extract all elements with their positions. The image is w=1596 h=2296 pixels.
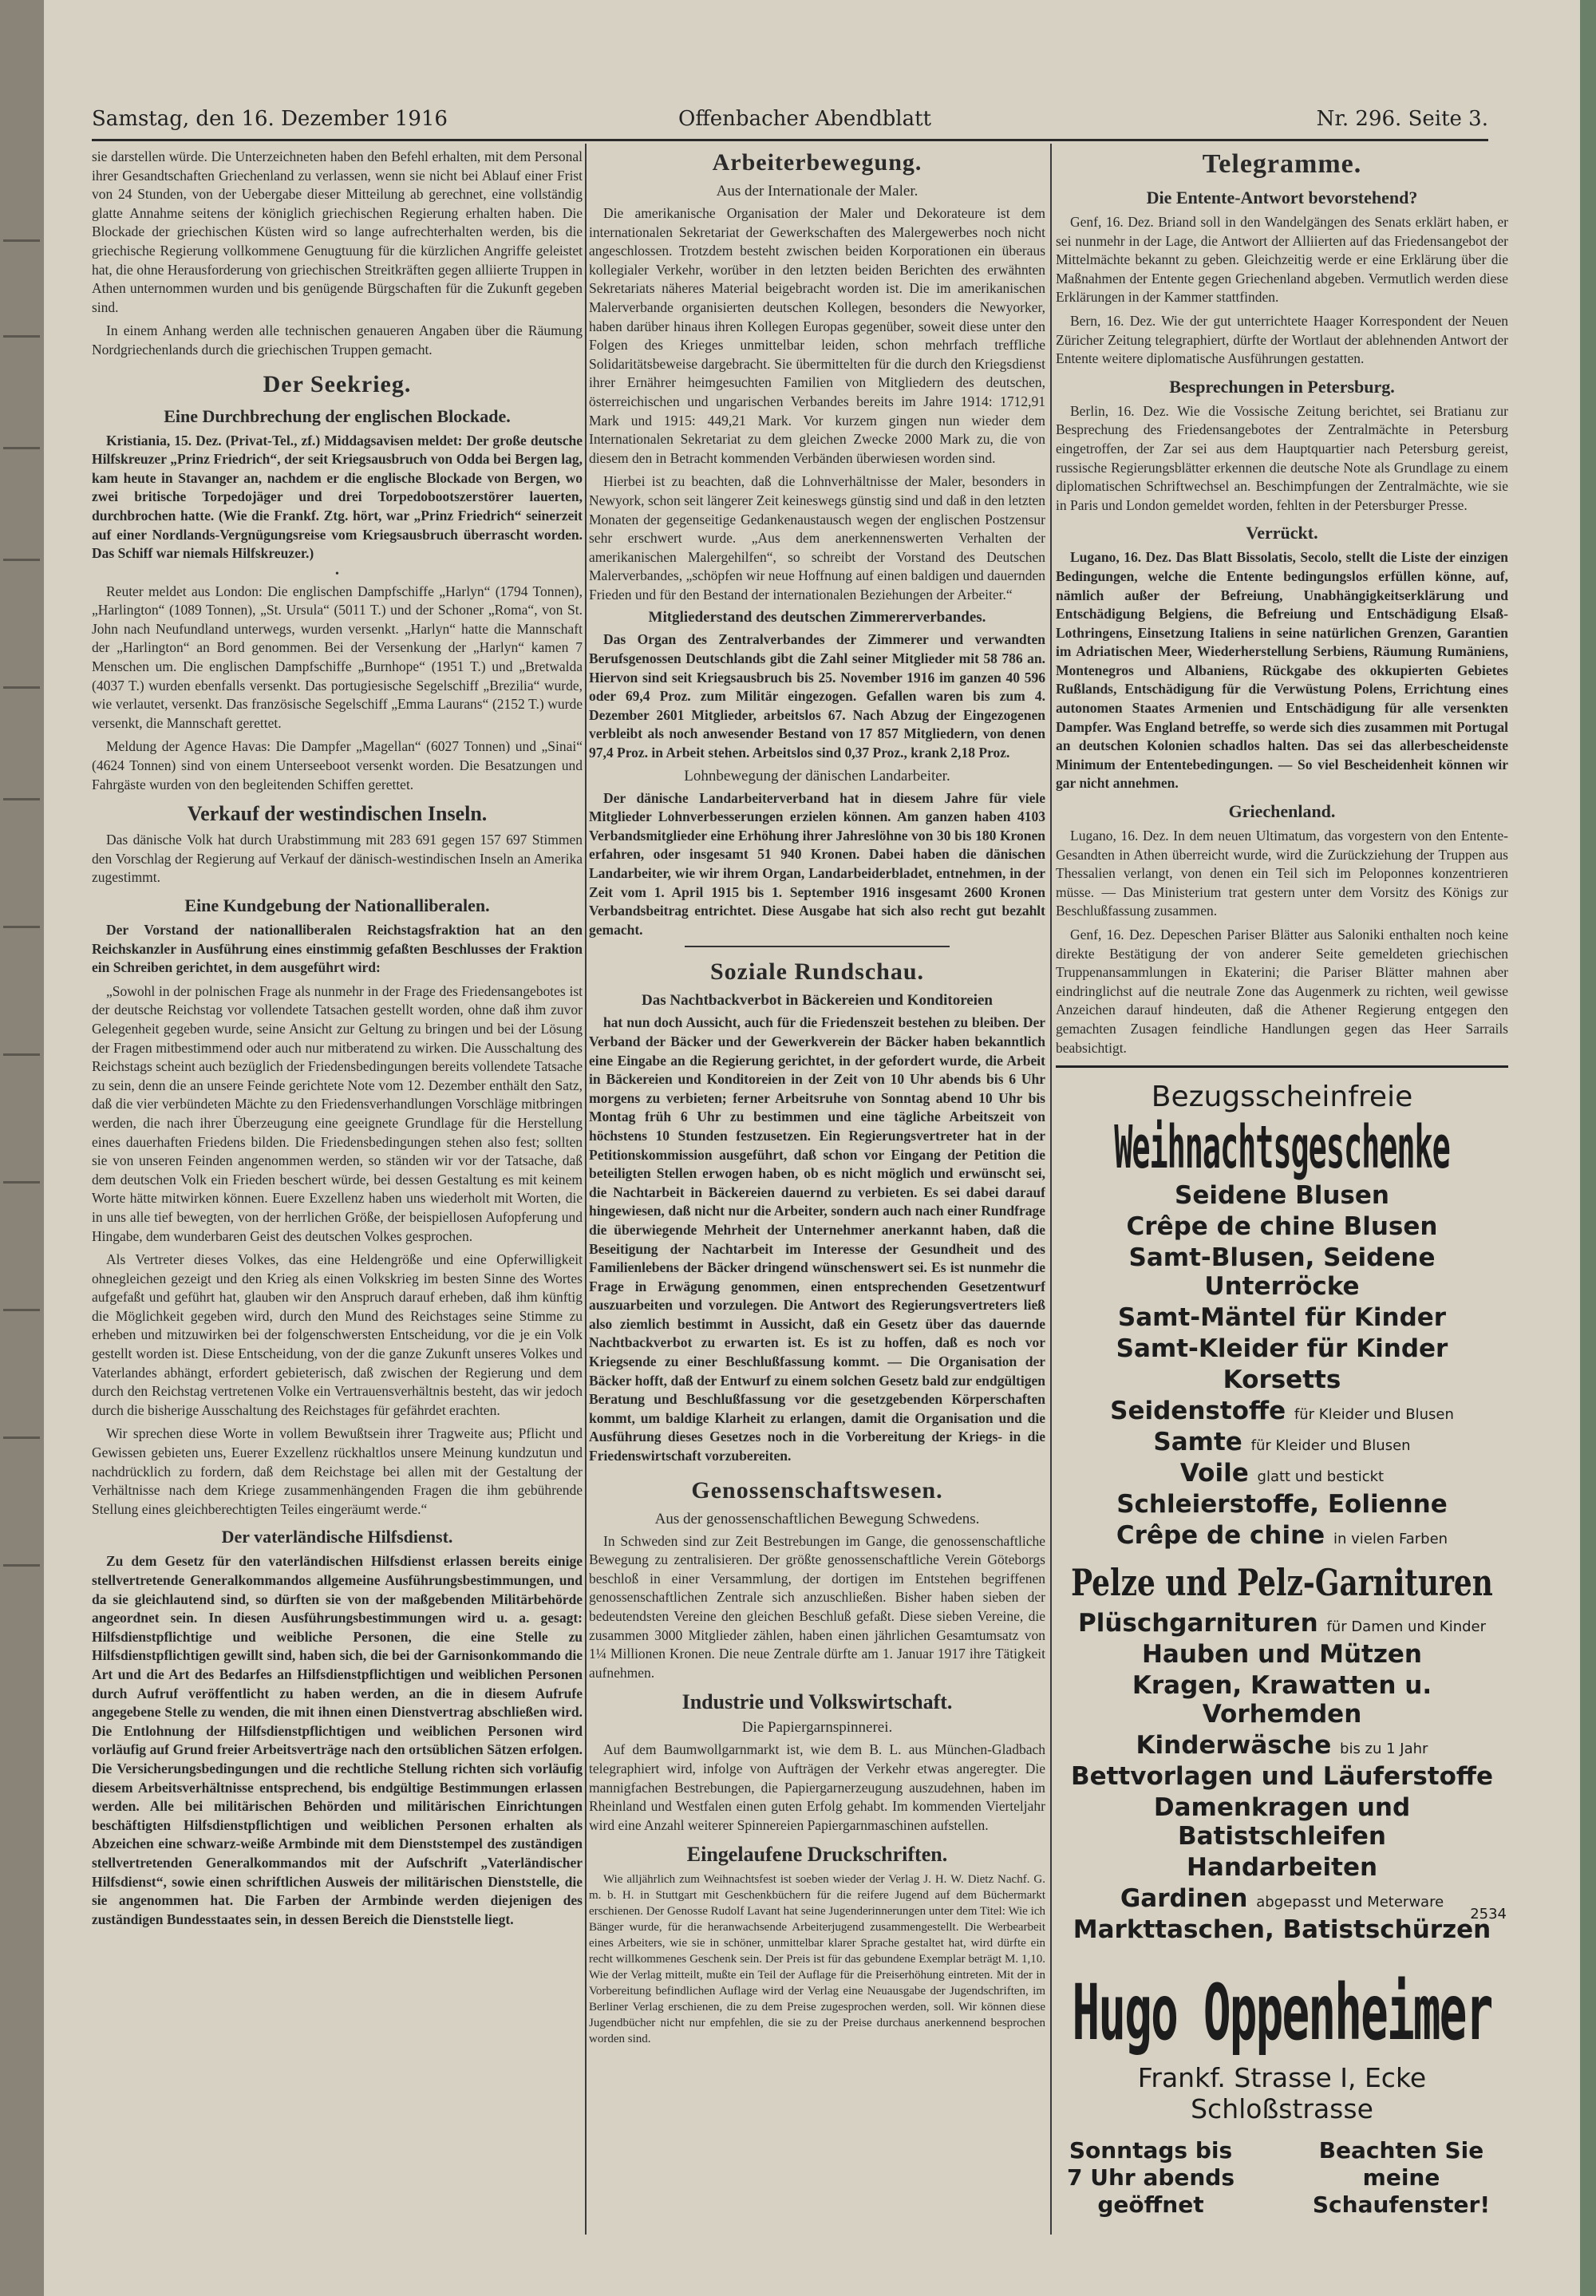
paragraph: In Schweden sind zur Zeit Bestrebungen im Gange, die genossenschaftliche Bewegung zu zentralisieren. Der größte genossenschaftliche Verein Göteborgs beschloß in einer Versammlung, der dortigen im Entstehen begriffenen genossenschaftlichen Zentrale sich anzuschließen. Bisher haben sieben der bedeutendsten Vereine den gleichen Beschluß gefaßt. Diese sieben Vereine, die zusammen 3000 Mitglieder zählen, haben einen jährlichen Gesamtumsatz von 1¼ Millionen Kronen. Die neue Zentrale dürfte am 1. Januar 1917 ihre Tätigkeit aufnehmen.	[589, 1532, 1045, 1681]
paragraph: Der dänische Landarbeiterverband hat in diesem Jahre für viele Mitglieder Lohnverbesserungen erzielen können. Am ganzen haben 4103 Verbandsmitglieder eine Erhöhung ihrer Jahreslöhne von 30 bis 180 Kronen erfahren, oder insgesamt 51 940 Kronen. Dabei haben die dänischen Landarbeiter, wie wir ihrem Organ, Landarbeiderbladet, entnehmen, in der Zeit vom 1. April 1915 bis 1. September 1916 insgesamt 2600 Kronen Verbandsbeitrag entrichtet. Diese Ausgabe hat sich also recht gut bezahlt gemacht.	[589, 789, 1045, 938]
headline-inseln: Verkauf der westindischen Inseln.	[187, 802, 488, 826]
left-page-edge	[0, 0, 44, 2296]
ad-pelze-heading: Pelze und Pelz-Garnituren	[1071, 1561, 1493, 1605]
ad-item: Samt-Kleider für Kinder	[1116, 1334, 1448, 1364]
column-2	[589, 148, 1045, 2231]
paragraph: Die amerikanische Organisation der Maler und Dekorateure ist dem internationalen Sekretariat der Gewerkschaften des Malergewerbes noch nicht angeschlossen. Trotzdem besteht zwischen beiden Korporationen ein überaus kollegialer Verkehr, worüber in den letzten beiden Berichten des erwähnten Sekretariats näheres Material beigebracht worden ist. Die im amerikanischen Malerverbande organisierten deutschen Kollegen, besonders die Newyorker, haben darüber hinaus ihren Kollegen Europas gegenüber, soweit diese unter den Folgen des Krieges unmittelbar leiden, schon mehrfach treffliche Solidaritätsbeweise dargebracht. Sie übermittelten für die durch den Kriegsdienst ihrer Ernährer heimgesuchten Familien von Mitgliedern des deutschen, österreichischen und ungarischen Verbandes bereits im Jahre 1914: 1712,91 Mark und 1915: 449,21 Mark. Vor kurzem gingen nun wieder dem Internationalen Sekretariat zu dem gleichen Zwecke 2000 Mark zu, die von diesem den in Betracht kommenden Verbänden überwiesen worden sind.	[589, 205, 1045, 466]
ad-item: Bettvorlagen und Läuferstoffe	[1070, 1762, 1494, 1792]
newspaper-page	[44, 0, 1580, 2296]
paragraph: Lugano, 16. Dez. Das Blatt Bissolatis, Secolo, stellt die Liste der einzigen Bedingungen, welche die Entente bedingungslos erfüllen könne, auf, nämlich außer der Befreiung, Unabhängigkeitserklärung und Entschädigung Belgiens, die Befreiung und Entschädigung Elsaß-Lothringens, Einsetzung Italiens in seine natürlichen Grenzen, Garantien im Adriatischen Meer, Wiederherstellung Serbiens, Räumung Rumäniens, Montenegros und Albaniens, Rückgabe des okkupierten Gebietes Rußlands, Entschädigung für die Verwüstung Polens, Errichtung eines autonomen Staates Armenien und Entschädigung für alle versenkten Dampfer. Was England betreffe, so werde sich dies zusammen mit Portugal an deutschen Kolonien schadlos halten. Das sei das allerbescheidenste Minimum der Ententebedingungen. — So viel Bescheidenheit können wir gar nicht annehmen.	[1056, 549, 1508, 792]
masthead-title: Offenbacher Abendblatt	[678, 107, 932, 131]
ad-number: 2534	[1470, 1906, 1507, 1923]
paragraph: Reuter meldet aus London: Die englischen Dampfschiffe „Harlyn“ (1794 Tonnen), „Harlington“ (1089 Tonnen), „St. Ursula“ (5011 T.) und der Schoner „Roma“, von St. John nach Neufundland unterwegs, wurden versenkt. „Harlyn“ hatte die Mannschaft der „Harlington“ an Bord genommen. Bei der Versenkung der „Harlyn“ kamen 7 Menschen um. Die englischen Dampfschiffe „Burnhope“ (1951 T.) und „Bretwalda (4037 T.) wurden ebenfalls versenkt. Das portugiesische Segelschiff „Brezilia“ wurde, wie verlautet, versenkt. Das französische Segelschiff „Emma Laurans“ (2152 T.) wurde versenkt, die Mannschaft gerettet.	[92, 583, 583, 731]
headline-genossenschaftswesen: Genossenschaftswesen.	[691, 1476, 943, 1504]
paragraph: Das Organ des Zentralverbandes der Zimmerer und verwandten Berufsgenossen Deutschlands gibt die Zahl seiner Mitglieder mit 58 786 an. Hiervon sind seit Kriegsausbruch bis 25. November 1916 im ganzen 40 596 oder 69,4 Proz. zum Militär eingezogen. Gefallen waren bis zum 4. Dezember 2601 Mitglieder, arbeitslos 67. Nach Abzug der Eingezogenen verbleibt als noch anwesender Bestand von 17 857 Mitgliedern, von denen 97,4 Proz. in Arbeit stehen. Arbeitslos sind 0,37 Proz., krank 2,18 Proz.	[589, 631, 1045, 761]
ad-item: Kragen, Krawatten u. Vorhemden	[1132, 1671, 1432, 1729]
subheadline: Lohnbewegung der dänischen Landarbeiter.	[684, 767, 950, 784]
divider	[685, 946, 950, 947]
paragraph: sie darstellen würde. Die Unterzeichneten haben den Befehl erhalten, mit dem Personal ihrer Gesandtschaften Griechenland zu verlassen, wenn sie nicht bei Ablauf einer Frist von 24 Stunden, von der Uebergabe dieser Mitteilung ab gerechnet, eine vollständig glatte Annahme seitens der königlich griechischen Regierung erhalten haben. Die Blockade der griechischen Küsten wird so lange aufrechterhalten werden, bis die griechische Regierung vollkommene Genugtuung für die kürzlichen Angriffe geleistet hat, die ohne Herausforderung von griechischen Streitkräften gegen alliierte Truppen in Athen unternommen wurden und bis genügende Bürgschaften für die Zukunft gegeben sind.	[92, 148, 583, 315]
column-rule	[1050, 144, 1052, 2235]
headline-kundgebung: Eine Kundgebung der Nationalliberalen.	[184, 895, 490, 915]
separator: •	[335, 567, 339, 580]
subheadline: Verrückt.	[1246, 523, 1318, 543]
paragraph: Zu dem Gesetz für den vaterländischen Hilfsdienst erlassen bereits einige stellvertretende Generalkommandos allgemeine Ausführungsbestimmungen, und da sie gleichlautend sind, so dürften sie von der maßgebenden Militärbehörde angeordnet sein. In diesen Ausführungsbestimmungen wird u. a. gesagt: Hilfsdienstpflichtige und weibliche Personen, die eine Stelle zu Hilfsdienstpflichtigen gewillt sind, haben sich, die bei der Garnisonkommando die Art und die Art des Bedarfes an Hilfsdienstpflichtigen und weiblichen Personen durch Aufruf veröffentlicht zu haben werden, an die in diesem Aufrufe angegebene Stelle zu wenden, die mit ihnen einen Dienstvertrag abschließen wird. Die Entlohnung der Hilfsdienstpflichtigen und weiblichen Personen wird vorläufig auf Grund freier Arbeitsverträge nach den ortsüblichen Sätzen erfolgen. Die Versicherungsbedingungen und die rechtliche Stellung richten sich vorläufig diesem Arbeitsverhältnisse entsprechend, bis endgültige Bestimmungen erlassen werden. Alle bei militärischen Behörden und militärischen Einrichtungen beschäftigten Hilfsdienstpflichtigen und weiblichen Personen erhalten als Abzeichen eine schwarz-weiße Armbinde mit dem Dienststempel des zuständigen stellvertretenden Generalkommandos mit der Aufschrift „Vaterländischer Hilfsdienst“, sowie einen schriftlichen Ausweis der militärischen Dienststelle, die sie angenommen hat. Die Farben der Armbinde werden diejenigen des zuständigen Bundesstaates sein, in dessen Bereich die Dienststelle liegt.	[92, 1553, 583, 1927]
headline-hilfsdienst: Der vaterländische Hilfsdienst.	[221, 1527, 453, 1547]
ad-item: Seidenstoffe für Kleider und Blusen	[1110, 1397, 1454, 1426]
paragraph: Lugano, 16. Dez. In dem neuen Ultimatum, das vorgestern von den Entente-Gesandten in Athen überreicht wurde, wird die Zurückziehung der Truppen aus Thessalien verlangt, von denen ein Teil sich im Peloponnes konzentrieren müsse. — Das Ministerium trat gestern unter dem Vorsitz des Königs zur Beschlußfassung zusammen.	[1056, 828, 1508, 919]
paragraph: Hierbei ist zu beachten, daß die Lohnverhältnisse der Maler, besonders in Newyork, schon seit längerer Zeit keineswegs günstig sind und daß in den letzten Monaten der gegenseitige Gedankenaustausch wegen der englischen Postzensur sehr erschwert wurde. „Aus dem anerkennenswerten Verhalten der amerikanischen Malergehilfen“, so schreibt der Vorstand des Deutschen Malerverbandes, „schöpfen wir neue Hoffnung auf einen baldigen und dauernden Frieden und für den Bestand der internationalen Beziehungen der Arbeiter.“	[589, 473, 1045, 603]
masthead	[92, 102, 1488, 141]
ad-item: Kinderwäsche bis zu 1 Jahr	[1136, 1731, 1428, 1761]
masthead-date: Samstag, den 16. Dezember 1916	[92, 107, 448, 131]
ad-item-list	[1056, 1181, 1508, 1550]
paragraph: Das dänische Volk hat durch Urabstimmung mit 283 691 gegen 157 697 Stimmen den Vorschlag der Regierung auf Verkauf der dänisch-westindischen Inseln an Amerika zugestimmt.	[92, 832, 583, 886]
paragraph: Auf dem Baumwollgarnmarkt ist, wie dem B. L. aus München-Gladbach telegraphiert wird, infolge von Aufträgen der Verkehr etwas angeregter. Die mannigfachen Bestrebungen, die Papiergarnerzeugung auszudehnen, haben im Rheinland und Westfalen einen guten Erfolg gehabt. Im kommenden Vierteljahr wird eine Anzahl weiterer Spinnereien Papiergarnmaschinen aufstellen.	[589, 1741, 1045, 1833]
column-rule	[585, 144, 587, 2235]
ad-opening-hours: Sonntags bis 7 Uhr abends geöffnet	[1066, 2137, 1235, 2219]
subheadline: Griechenland.	[1228, 801, 1336, 822]
ad-address: Frankf. Strasse I, Ecke Schloßstrasse	[1137, 2062, 1427, 2125]
ad-item: Voile glatt und bestickt	[1179, 1459, 1385, 1488]
subheadline: Eine Durchbrechung der englischen Blockade.	[164, 405, 511, 426]
ad-item: Crêpe de chine in vielen Farben	[1116, 1521, 1448, 1551]
subheadline: Aus der genossenschaftlichen Bewegung Schwedens.	[654, 1510, 980, 1527]
ad-item: Samt-Mäntel für Kinder	[1117, 1303, 1447, 1333]
headline-soziale-rundschau: Soziale Rundschau.	[709, 958, 925, 986]
ad-item-list-2	[1056, 1609, 1508, 1944]
ad-item: Gardinen abgepasst und Meterware	[1120, 1884, 1444, 1914]
paragraph: Der Vorstand der nationalliberalen Reichstagsfraktion hat an den Reichskanzler in Ausführung eines einstimmig gefaßten Beschlusses der Fraktion ein Schreiben gerichtet, in dem ausgeführt wird:	[92, 922, 583, 976]
advertisement	[1056, 1065, 1508, 2219]
headline-telegramme: Telegramme.	[1202, 149, 1362, 179]
ad-item: Handarbeiten	[1186, 1853, 1378, 1883]
headline-seekrieg: Der Seekrieg.	[263, 370, 412, 397]
ad-item: Schleierstoffe, Eolienne	[1116, 1490, 1448, 1519]
subheadline: Aus der Internationale der Maler.	[716, 183, 918, 200]
paragraph: In einem Anhang werden alle technischen genaueren Angaben über die Räumung Nordgriechenlands durch die griechischen Truppen gemacht.	[92, 322, 583, 358]
subheadline: Das Nachtbackverbot in Bäckereien und Konditoreien	[641, 992, 993, 1010]
headline-druckschriften: Eingelaufene Druckschriften.	[686, 1843, 948, 1867]
binding-edge	[1580, 0, 1596, 2296]
subheadline: Besprechungen in Petersburg.	[1169, 376, 1395, 397]
ad-item: Crêpe de chine Blusen	[1126, 1212, 1438, 1242]
column-1	[92, 148, 583, 2231]
ad-firm-name: Hugo Oppenheimer	[1072, 1968, 1492, 2058]
ad-title: Weihnachtsgeschenke	[1114, 1113, 1450, 1183]
subheadline: Die Papiergarnspinnerei.	[741, 1719, 893, 1737]
paragraph: Genf, 16. Dez. Briand soll in den Wandelgängen des Senats erklärt haben, er sei nunmehr in der Lage, die Antwort der Alliierten auf das Friedensangebot der Mittelmächte bekannt zu geben. Gleichzeitig werde er eine Erklärung über die Maßnahmen der Entente gegen Griechenland abgeben. Vermutlich werden diese Erklärungen in der Kammer stattfinden.	[1056, 214, 1508, 306]
ad-item: Damenkragen und Batistschleifen	[1153, 1793, 1411, 1851]
headline-arbeiterbewegung: Arbeiterbewegung.	[712, 149, 922, 176]
ad-shop-window-note: Beachten Sie meine Schaufenster!	[1312, 2137, 1491, 2219]
paragraph: Bern, 16. Dez. Wie der gut unterrichtete Haager Korrespondent der Neuen Züricher Zeitung telegraphiert, dürfte der Wortlaut der ablehnenden Antwort der Entente weitere diplomatische Ausführungen gestatten.	[1056, 312, 1508, 367]
paragraph: Wir sprechen diese Worte in vollem Bewußtsein ihrer Tragweite aus; Pflicht und Gewissen gebieten uns, Euerer Exzellenz rückhaltlos unsere Meinung kundzutun und nachdrücklich zu fordern, daß dem Reichstage bei allen mit der Gestaltung der Verhältnisse nach dem Kriege zusammenhängenden Fragen die ihm gebührende Stellung eines gleichberechtigten Teiles eingeräumt werde.“	[92, 1425, 583, 1517]
paragraph: Berlin, 16. Dez. Wie die Vossische Zeitung berichtet, sei Bratianu zur Besprechung des Friedensangebotes der Zentralmächte in Petersburg eingetroffen, der Zar sei aus dem Hauptquartier nach Petersburg gereist, russische Regierungsblätter erkennen die deutsche Note als Grundlage zu einem diplomatischen Schriftwechsel an. Beschimpfungen der Zentralmächte, wie sie in Paris und London gemeldet worden, fehlten in der Petersburger Presse.	[1056, 402, 1508, 513]
ad-footer	[1056, 2137, 1508, 2219]
ad-item: Samt-Blusen, Seidene Unterröcke	[1128, 1243, 1436, 1302]
paragraph: Wie alljährlich zum Weihnachtsfest ist soeben wieder der Verlag J. H. W. Dietz Nachf. G. m. b. H. in Stuttgart mit Geschenkbüchern für die reifere Jugend auf dem Büchermarkt erschienen. Der Genosse Rudolf Lavant hat seine Jugenderinnerungen unter dem Titel: Wie ich Bänger wurde, für die heranwachsende Arbeiterjugend zusammengestellt. Die Werbearbeit eines Arbeiters, wie sie in schöner, unmittelbar klarer Sprache gestaltet hat, wird dürfte ein recht willkommenes Geschenk sein. Der Preis ist für das gebundene Exemplar beträgt M. 1,10. Wie der Verlag mitteilt, mußte ein Teil der Auflage für die Preiserhöhung eintreten. Mit der in Vorbereitung befindlichen Auflage wird der Verlag eine Neuausgabe der Jugendschriften, im Berliner Verlag erschienen, die zu dem Preise zugesprochen werden, soll. Wir können diese Jugendbücher nicht nur empfehlen, die sie zu der Preise durchaus anerkennend besprochen worden sind.	[589, 1873, 1045, 2046]
ad-item: Plüschgarnituren für Damen und Kinder	[1077, 1609, 1487, 1638]
headline-industrie: Industrie und Volkswirtschaft.	[681, 1690, 953, 1714]
paragraph: „Sowohl in der polnischen Frage als nunmehr in der Frage des Friedensangebotes ist der deutsche Reichstag vor vollendete Tatsachen gestellt worden, ohne daß ihm zuvor Gelegenheit gegeben wurde, seine Ansicht zur Geltung zu bringen und bei der Lösung der Fragen mitbestimmend oder auch nur mitberatend zu wirken. Die Ausschaltung des Reichstags scheint auch bezüglich der Friedensbedingungen bereits vollendete Tatsache zu sein, denn die an unsere Feinde gerichtete Note vom 12. Dezember enthält den Satz, daß die vier verbündeten Mächte zu den Friedensverhandlungen Vorschläge mitbringen werden, die nach ihrer Überzeugung eine geeignete Grundlage für die Herstellung eines dauerhaften Friedens bilden. Die Friedensbedingungen stehen also fest; sollten sie von unseren Feinden angenommen werden, so ständen wir vor der Tatsache, daß dem deutschen Volk ein Frieden beschert würde, bei dessen Gestaltung es mit keinem Worte hätte mitwirken können. Euere Exzellenz haben uns wiederholt mit Worten, die in uns alle tief bewegten, von der herrlichen Größe, der beispiellosen Aufopferung und Hingabe, dem wunderbaren Geist des deutschen Volkes gesprochen.	[92, 982, 583, 1244]
paragraph: hat nun doch Aussicht, auch für die Friedenszeit bestehen zu bleiben. Der Verband der Bäcker und der Gewerkverein der Bäcker haben bekanntlich eine Eingabe an die Regierung gerichtet, in der gefordert wurde, die Arbeit in Bäckereien und Konditoreien in der Zeit von 10 Uhr abends bis 6 Uhr morgens zu verbieten; ferner Arbeitsruhe von Sonntag abend 10 Uhr bis Montag früh 6 Uhr zu bestimmen und eine tägliche Arbeitszeit von höchstens 10 Stunden festzusetzen. Ein Regierungsvertreter hat in der Petitionskommission ausgeführt, daß schon vor Eingang der Petition die beteiligten Stellen erwogen haben, ob es nicht möglich und erwünscht sei, die Nachtarbeit in Bäckereien dauernd zu verbieten. Es sei dabei darauf hingewiesen, daß nicht nur die Arbeiter, sondern auch nach einer Rundfrage die überwiegende Mehrheit der Unternehmer anerkannt haben, daß die Beseitigung der Nachtarbeit im Interesse der Gesundheit und des Familienlebens der Bäcker dringend wünschenswert sei. Es ist nunmehr die Frage in Erwägung genommen, einen entsprechenden Gesetzentwurf auszuarbeiten und vorzulegen. Die Antwort des Regierungsvertreters ließ also ziemlich bestimmt in Aussicht, daß ein Gesetz über das dauernde Nachtbackverbot zu erwarten ist. Es ist zu hoffen, daß es noch vor Kriegsende zu einer Beschlußfassung kommt. — Die Organisation der Bäcker hofft, daß der Entwurf zu einem solchen Gesetz bald zur endgültigen Beratung und Beschlußfassung vor die gesetzgebenden Körperschaften kommt, um baldige Klarheit zu erlangen, damit die Organisation und die Ausführung dieses Gesetzes noch in die Vorbereitung der Kriegs- in die Friedenswirtschaft vorzubereiten.	[589, 1014, 1045, 1464]
paragraph: Kristiania, 15. Dez. (Privat-Tel., zf.) Middagsavisen meldet: Der große deutsche Hilfskreuzer „Prinz Friedrich“, der seit Kriegsausbruch von Odda bei Bergen lag, kam heute in Stavanger an, nachdem er die englische Blockade von Bergen, wo zwei britische Torpedojäger und drei Torpedobootszerstörer lauerten, durchbrochen hatte. (Wie die Frankf. Ztg. hört, war „Prinz Friedrich“ seinerzeit auf einer Nordlands-Vergnügungsreise vom Kriegsausbruch überrascht worden. Das Schiff war niemals Hilfskreuzer.)	[92, 432, 583, 562]
ad-item: Samte für Kleider und Blusen	[1153, 1428, 1411, 1457]
masthead-page: Nr. 296. Seite 3.	[1316, 107, 1488, 131]
paragraph: Genf, 16. Dez. Depeschen Pariser Blätter aus Saloniki enthalten noch keine direkte Bestätigung der von anderer Seite gemeldeten griechischen Truppenansammlungen in Ekaterini; die Pariser Blätter mahnen aber eindringlichst auf die neutrale Zone das Augenmerk zu richten, weil gewisse Anzeichen darauf hindeuten, daß die Athener Regierung entgegen den gemachten Zusagen feindliche Handlungen gegen das Heer Sarrails beabsichtigt.	[1056, 927, 1508, 1056]
ad-item: Korsetts	[1223, 1365, 1341, 1395]
subheadline: Die Entente-Antwort bevorstehend?	[1146, 188, 1418, 207]
ad-item: Markttaschen, Batistschürzen	[1073, 1915, 1491, 1945]
column-3	[1056, 148, 1508, 2231]
ad-headline: Bezugsscheinfreie	[1151, 1081, 1413, 1114]
paragraph: Als Vertreter dieses Volkes, das eine Heldengröße und eine Opferwilligkeit ohnegleichen gezeigt und den Krieg als einen Volkskrieg im besten Sinne des Wortes aufgefaßt und geführt hat, glauben wir den Anspruch darauf erheben, daß ihm künftig die Möglichkeit gegeben wird, durch den Mund des Reichstages seine Stimme zu erheben und mitzuwirken bei der folgenschwersten Entscheidung, vor die je ein Volk gestellt worden ist. Diese Entscheidung, von der die ganze Zukunft unseres Volkes und Vaterlandes abhängt, erfordert gebieterisch, daß zwischen der Regierung und dem durch den Reichstag vertretenen Volke ein Vertrauensverhältnis besteht, das wir jedoch durch die bisherige Ausschaltung des Reichstages für gefährdet erachten.	[92, 1251, 583, 1418]
ad-item: Hauben und Mützen	[1141, 1640, 1422, 1670]
subheadline: Mitgliederstand des deutschen Zimmererverbandes.	[648, 609, 986, 626]
ad-item: Seidene Blusen	[1175, 1181, 1389, 1211]
paragraph: Meldung der Agence Havas: Die Dampfer „Magellan“ (6027 Tonnen) und „Sinai“ (4624 Tonnen) sind von einem Unterseeboot versenkt worden. Die Besatzungen und Fahrgäste wurden von den begleitenden Schiffen gerettet.	[92, 738, 583, 792]
